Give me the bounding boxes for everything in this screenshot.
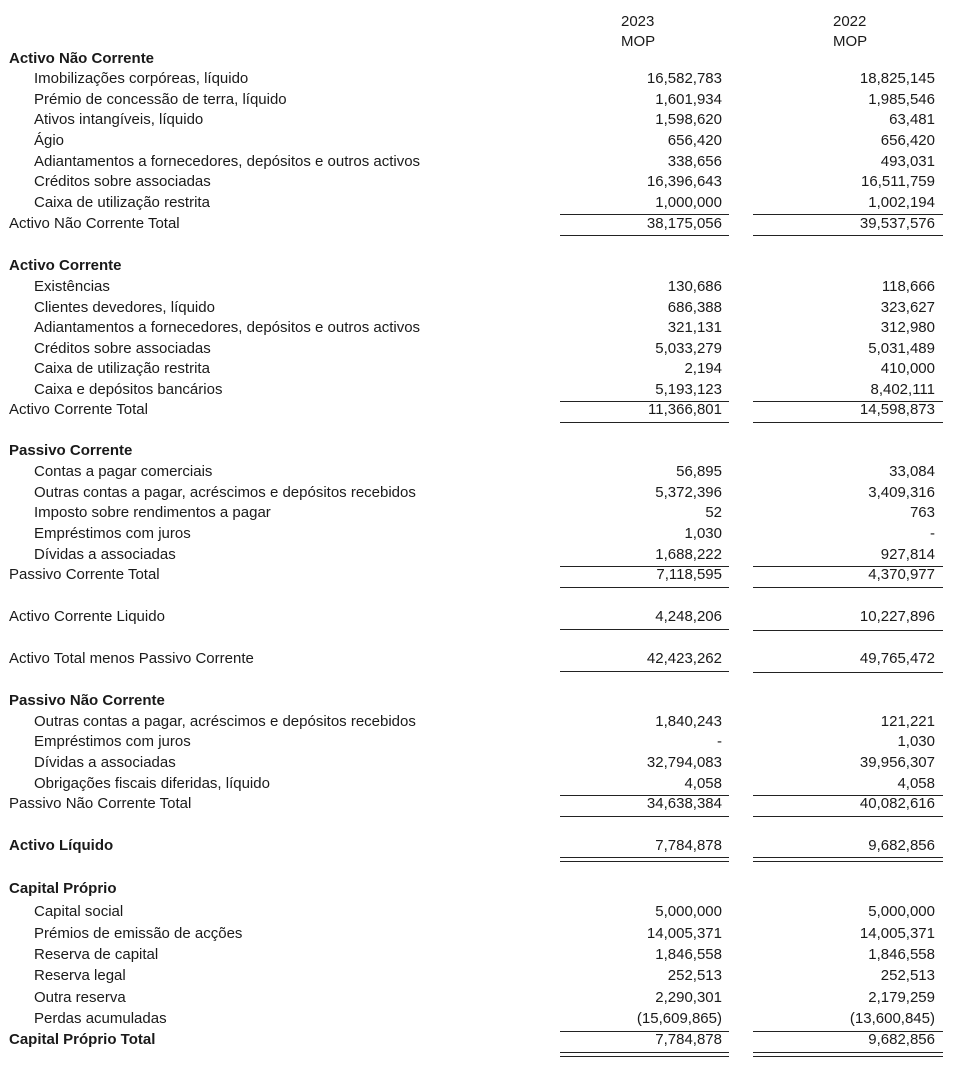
table-row: Capital social 5,000,000 5,000,000 [34, 903, 935, 920]
total-rule [753, 672, 943, 673]
double-rule [753, 1052, 943, 1057]
table-row: Créditos sobre associadas 16,396,643 16,511,759 [34, 173, 935, 190]
total-rule [560, 422, 729, 423]
section-title: Activo Não Corrente [9, 50, 155, 67]
section-title: Activo Corrente [9, 257, 122, 274]
table-row: Reserva de capital 1,846,558 1,846,558 [34, 946, 935, 963]
table-row: Caixa de utilização restrita 2,194 410,000 [34, 360, 935, 377]
total-rule [753, 422, 943, 423]
total-row: Activo Não Corrente Total 38,175,056 39,537,576 [9, 215, 935, 232]
table-row: Reserva legal 252,513 252,513 [34, 967, 935, 984]
table-row: Dívidas a associadas 1,688,222 927,814 [34, 546, 935, 563]
table-row: Perdas acumuladas (15,609,865) (13,600,845) [34, 1010, 935, 1027]
table-row: Caixa e depósitos bancários 5,193,123 8,402,111 [34, 381, 935, 398]
table-row: Ativos intangíveis, líquido 1,598,620 63,481 [34, 111, 935, 128]
column-currency: MOP [833, 33, 868, 50]
total-rule [753, 587, 943, 588]
double-rule [560, 857, 729, 862]
total-rule [560, 235, 729, 236]
table-row: Dívidas a associadas 32,794,083 39,956,307 [34, 754, 935, 771]
column-header-2023 [621, 12, 655, 52]
table-row: Outras contas a pagar, acréscimos e depósitos recebidos 5,372,396 3,409,316 [34, 484, 935, 501]
total-row: Activo Corrente Total 11,366,801 14,598,873 [9, 401, 935, 418]
total-rule [560, 629, 729, 630]
column-currency: MOP [621, 33, 656, 50]
summary-row: Activo Total menos Passivo Corrente 42,423,262 49,765,472 [9, 650, 935, 667]
summary-row: Activo Líquido 7,784,878 9,682,856 [9, 837, 935, 854]
column-header-2022 [833, 12, 867, 52]
table-row: Empréstimos com juros - 1,030 [34, 733, 935, 750]
table-row: Caixa de utilização restrita 1,000,000 1,002,194 [34, 194, 935, 211]
table-row: Existências 130,686 118,666 [34, 278, 935, 295]
total-rule [560, 587, 729, 588]
total-row: Passivo Corrente Total 7,118,595 4,370,977 [9, 566, 935, 583]
total-rule [753, 816, 943, 817]
table-row: Contas a pagar comerciais 56,895 33,084 [34, 463, 935, 480]
section-title: Capital Próprio [9, 880, 117, 897]
column-year: 2023 [621, 13, 655, 30]
table-row: Prémios de emissão de acções 14,005,371 14,005,371 [34, 925, 935, 942]
summary-row: Activo Corrente Liquido 4,248,206 10,227,896 [9, 608, 935, 625]
table-row: Imposto sobre rendimentos a pagar 52 763 [34, 504, 935, 521]
table-row: Obrigações fiscais diferidas, líquido 4,058 4,058 [34, 775, 935, 792]
table-row: Adiantamentos a fornecedores, depósitos e outros activos 338,656 493,031 [34, 153, 935, 170]
table-row: Empréstimos com juros 1,030 - [34, 525, 935, 542]
table-row: Clientes devedores, líquido 686,388 323,627 [34, 299, 935, 316]
total-rule [560, 671, 729, 672]
double-rule [560, 1052, 729, 1057]
table-row: Ágio 656,420 656,420 [34, 132, 935, 149]
table-row: Outra reserva 2,290,301 2,179,259 [34, 989, 935, 1006]
table-row: Outras contas a pagar, acréscimos e depósitos recebidos 1,840,243 121,221 [34, 713, 935, 730]
total-row: Capital Próprio Total 7,784,878 9,682,856 [9, 1031, 935, 1048]
section-title: Passivo Corrente [9, 442, 133, 459]
table-row: Imobilizações corpóreas, líquido 16,582,783 18,825,145 [34, 70, 935, 87]
total-row: Passivo Não Corrente Total 34,638,384 40,082,616 [9, 795, 935, 812]
table-row: Créditos sobre associadas 5,033,279 5,031,489 [34, 340, 935, 357]
total-rule [753, 235, 943, 236]
double-rule [753, 857, 943, 862]
table-row: Prémio de concessão de terra, líquido 1,601,934 1,985,546 [34, 91, 935, 108]
total-rule [753, 630, 943, 631]
section-title: Passivo Não Corrente [9, 692, 165, 709]
total-rule [560, 816, 729, 817]
column-year: 2022 [833, 13, 867, 30]
table-row: Adiantamentos a fornecedores, depósitos e outros activos 321,131 312,980 [34, 319, 935, 336]
